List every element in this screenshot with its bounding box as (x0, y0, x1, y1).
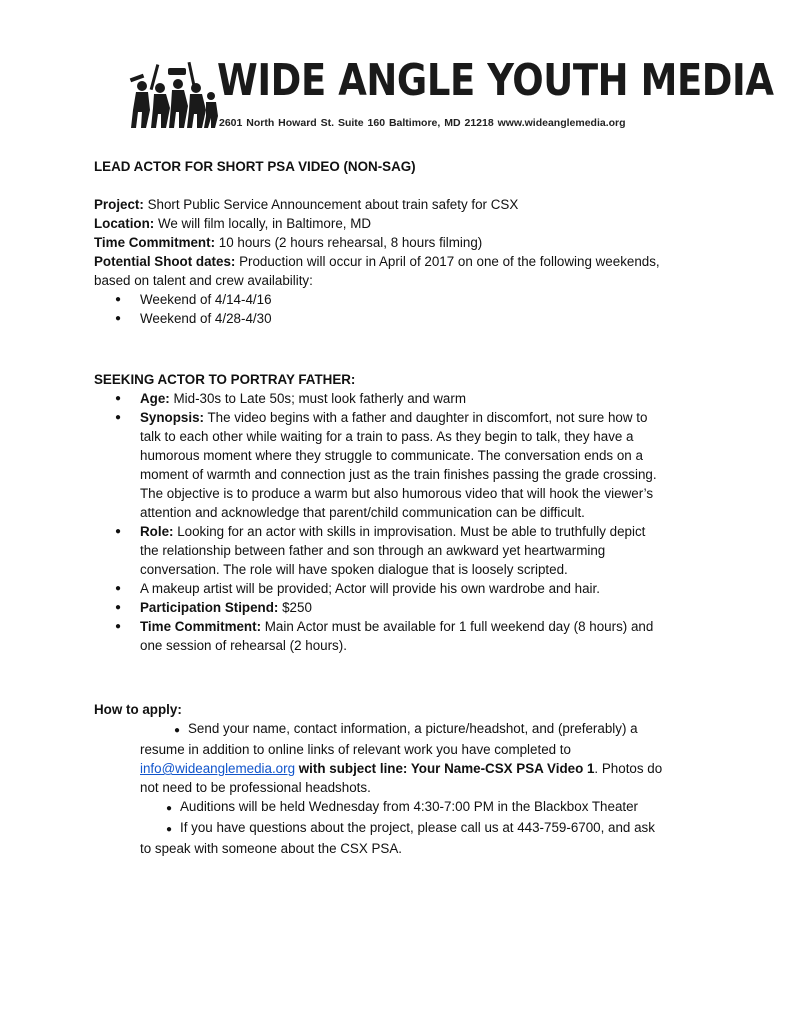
list-item: ● Participation Stipend: $250 (115, 600, 312, 615)
shoot-dates-line: Potential Shoot dates: Production will occur in April of 2017 on one of the following weekends, (94, 254, 660, 269)
shoot-dates-line-2: based on talent and crew availability: (94, 273, 313, 288)
page-title: LEAD ACTOR FOR SHORT PSA VIDEO (NON-SAG) (94, 159, 416, 174)
requirements-list (94, 389, 704, 655)
org-address: 2601 North Howard St. Suite 160 Baltimore, MD 21218 www.wideanglemedia.org (219, 117, 626, 129)
project-line: Project: Short Public Service Announcement about train safety for CSX (94, 197, 519, 212)
time-commitment-line: Time Commitment: 10 hours (2 hours rehearsal, 8 hours filming) (94, 235, 483, 250)
list-item: ● Weekend of 4/14-4/16 (115, 292, 272, 307)
location-line: Location: We will film locally, in Baltimore, MD (94, 216, 372, 231)
youth-silhouettes-logo (128, 60, 218, 130)
project-details (94, 195, 704, 328)
apply-section (94, 700, 704, 858)
list-item: ● Time Commitment: Main Actor must be available for 1 full weekend day (8 hours) and one session of rehearsal (2 hours). (115, 619, 654, 653)
seeking-section (94, 370, 704, 655)
weekend-list (94, 290, 704, 328)
list-item: ● Synopsis: The video begins with a father and daughter in discomfort, not sure how to talk to each other while waiting for a train to pass. As they begin to talk, they have a humorous moment where they struggle to communicate. The conversation ends on a moment of warmth and connection just as the train finishes passing the grade crossing. The objective is to produce a warm but also humorous video that will hook the viewer’s attention and acknowledge that parent/child communication can be difficult. (115, 410, 657, 520)
org-name: WIDE ANGLE YOUTH MEDIA (217, 55, 774, 106)
apply-heading: How to apply: (94, 702, 182, 717)
seeking-heading: SEEKING ACTOR TO PORTRAY FATHER: (94, 372, 356, 387)
email-link[interactable]: info@wideanglemedia.org (140, 761, 296, 776)
list-item: ● Role: Looking for an actor with skills in improvisation. Must be able to truthfully depict the relationship between father and son through an awkward yet heartwarming conversation. The role will have spoken dialogue that is loosely scripted. (115, 524, 646, 577)
apply-instructions: ● Send your name, contact information, a picture/headshot, and (preferably) a resume in addition to online links of relevant work you have completed to info@wideanglemedia.org with subject line: Your Name-CSX PSA Video 1. Photos do not need to be professional headshots. ● Auditions will be held Wednesday from 4:30-7:00 PM in the Blackbox Theater ● If you have questions about the project, please call us at 443-759-6700, and ask to speak with someone about the CSX PSA. (140, 721, 663, 856)
list-item: ● A makeup artist will be provided; Actor will provide his own wardrobe and hair. (115, 581, 600, 596)
list-item: ● Age: Mid-30s to Late 50s; must look fatherly and warm (115, 391, 466, 406)
list-item: ● Weekend of 4/28-4/30 (115, 311, 272, 326)
